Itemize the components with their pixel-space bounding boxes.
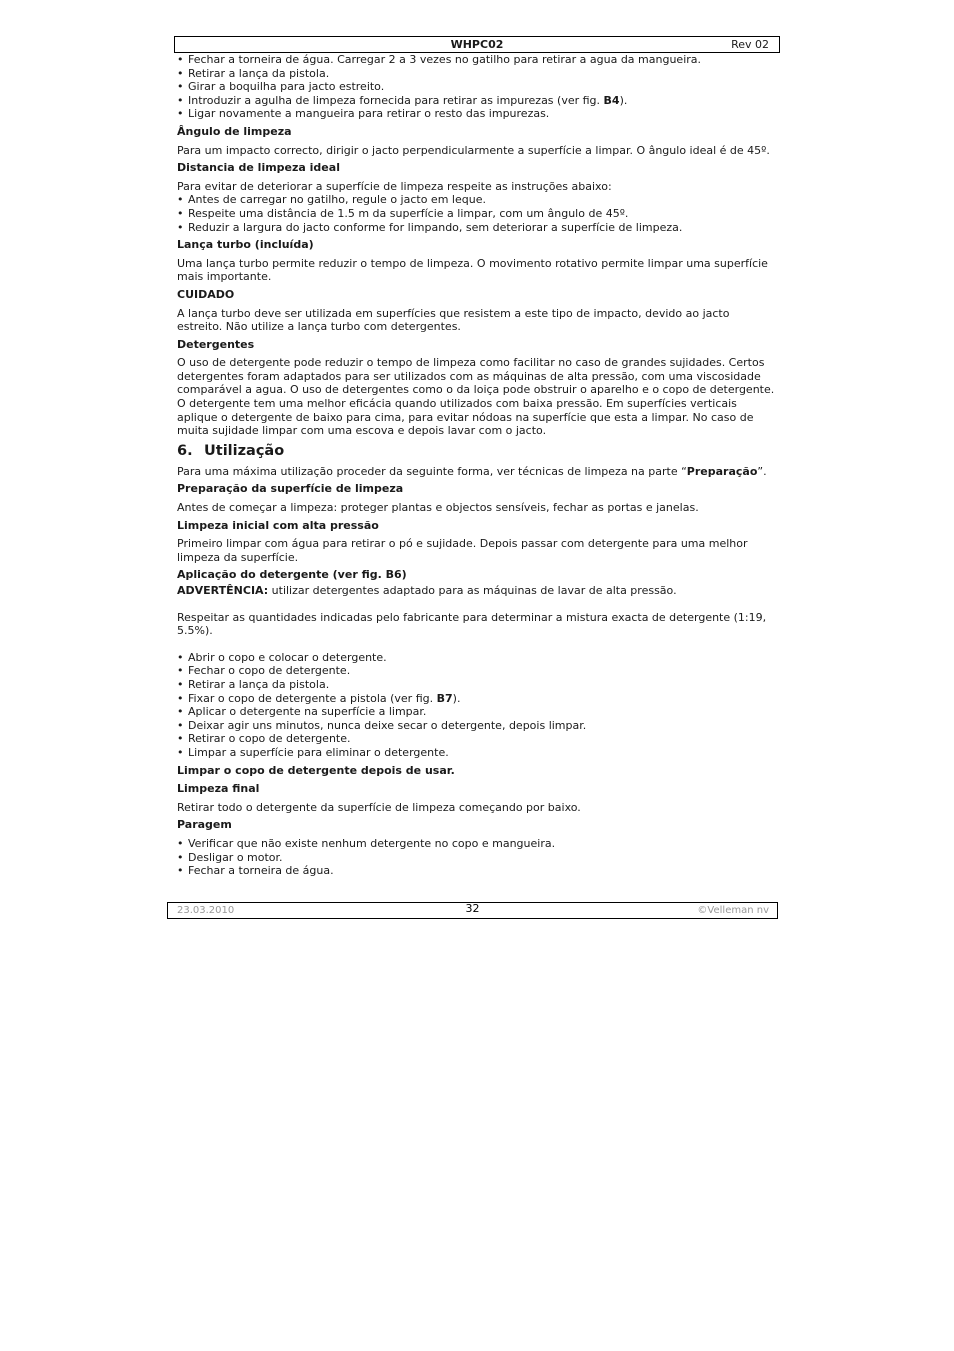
paragraph: Respeitar as quantidades indicadas pelo fabricante para determinar a mistura exacta de detergente (1:19, 5.5%). [177,610,767,638]
list-item: • Abrir o copo e colocar o detergente. [177,651,777,665]
section-heading: Ângulo de limpeza [177,124,292,138]
warning-paragraph [177,584,777,598]
page-header [174,36,780,53]
list-item [177,94,777,108]
paragraph: Uma lança turbo permite reduzir o tempo de limpeza. O movimento rotativo permite limpar uma superfície mais importante. [177,256,768,284]
page-content [177,53,777,882]
list-item: • Retirar a lança da pistola. [177,67,777,81]
section-heading: Preparação da superfície de limpeza [177,482,404,496]
list-item: • Reduzir a largura do jacto conforme for limpando, sem deteriorar a superfície de limpeza. [177,221,777,235]
list-item: • Deixar agir uns minutos, nunca deixe secar o detergente, depois limpar. [177,719,777,733]
section-heading: Limpeza inicial com alta pressão [177,518,379,532]
list-item: • Respeite uma distância de 1.5 m da superfície a limpar, com um ângulo de 45º. [177,207,777,221]
section-title-text: Utilização [204,442,285,459]
list-item: • Retirar o copo de detergente. [177,732,777,746]
paragraph: O uso de detergente pode reduzir o tempo de limpeza como facilitar no caso de grandes sujidades. Certos detergentes foram adaptados para ser utilizados com as máquinas de alta pressão, com uma viscosidade comparável a agua. O uso de detergentes como o da loiça pode obstruir o aparelho e o copo de detergente. O detergente tem uma melhor eficácia quando utilizados com baixa pressão. Em superfícies verticais aplique o detergente de baixo para cima, para evitar nódoas na superfície que esta a limpar. No caso de muita sujidade limpar com uma escova e depois lavar com o jacto. [177,356,775,438]
paragraph: Retirar todo o detergente da superfície de limpeza começando por baixo. [177,800,581,814]
section-heading: Lança turbo (incluída) [177,238,314,252]
list-item: • Aplicar o detergente na superfície a limpar. [177,705,777,719]
page-number: 32 [465,902,480,915]
footer-date: 23.03.2010 [177,905,235,916]
section-heading: Detergentes [177,337,255,351]
list-item: • Antes de carregar no gatilho, regule o jacto em leque. [177,193,777,207]
section-heading: Aplicação do detergente (ver fig. B6) [177,568,407,582]
list-item: • Desligar o motor. [177,851,777,865]
list-item: • Ligar novamente a mangueira para retirar o resto das impurezas. [177,107,777,121]
paragraph: Para um impacto correcto, dirigir o jacto perpendicularmente a superfície a limpar. O ângulo ideal é de 45º. [177,143,770,157]
model-number: WHPC02 [450,38,504,51]
paragraph-text: Para uma máxima utilização proceder da seguinte forma, ver técnicas de limpeza na parte “ [177,464,687,478]
section-title [177,442,777,460]
paragraph-text: ”. [757,464,767,478]
warning-text: utilizar detergentes adaptado para as máquinas de lavar de alta pressão. [268,584,677,597]
paragraph: Antes de começar a limpeza: proteger plantas e objectos sensíveis, fechar as portas e janelas. [177,501,699,515]
stop-list [177,837,777,878]
warning-label: ADVERTÊNCIA: [177,584,269,597]
list-item-text: ). [452,691,461,705]
list-item: • Limpar a superfície para eliminar o detergente. [177,746,777,760]
paragraph [177,465,777,479]
revision-label: Rev 02 [731,38,769,51]
footer-copyright: ©Velleman nv [697,905,769,916]
bold-term: Preparação [686,464,758,478]
list-item: • Fechar a torneira de água. Carregar 2 a 3 vezes no gatilho para retirar a agua da mangueira. [177,53,777,67]
list-item: • Retirar a lança da pistola. [177,678,777,692]
list-item: • Fechar o copo de detergente. [177,664,777,678]
list-item-text: ). [619,93,628,107]
application-list [177,651,777,760]
figure-ref: B4 [603,93,620,107]
section-heading: Limpar o copo de detergente depois de usar. [177,763,455,777]
intro-list [177,53,777,121]
paragraph: A lança turbo deve ser utilizada em superfícies que resistem a este tipo de impacto, devido ao jacto estreito. Não utilize a lança turbo com detergentes. [177,306,730,334]
list-item-text: Fixar o copo de detergente a pistola (ver fig. [188,691,437,705]
section-heading: Paragem [177,818,232,832]
section-heading: CUIDADO [177,287,235,301]
list-item-text: Introduzir a agulha de limpeza fornecida para retirar as impurezas (ver fig. [188,93,604,107]
distance-list [177,193,777,234]
paragraph: Primeiro limpar com água para retirar o pó e sujidade. Depois passar com detergente para uma melhor limpeza da superfície. [177,537,748,564]
paragraph: Para evitar de deteriorar a superfície de limpeza respeite as instruções abaixo: [177,179,612,193]
page-footer [167,902,778,919]
figure-ref: B7 [436,691,453,705]
section-heading: Distancia de limpeza ideal [177,161,340,175]
list-item: • Girar a boquilha para jacto estreito. [177,80,777,94]
list-item [177,692,777,706]
section-heading: Limpeza final [177,782,260,796]
list-item: • Verificar que não existe nenhum detergente no copo e mangueira. [177,837,777,851]
section-number: 6. [177,442,193,459]
list-item: • Fechar a torneira de água. [177,864,777,878]
